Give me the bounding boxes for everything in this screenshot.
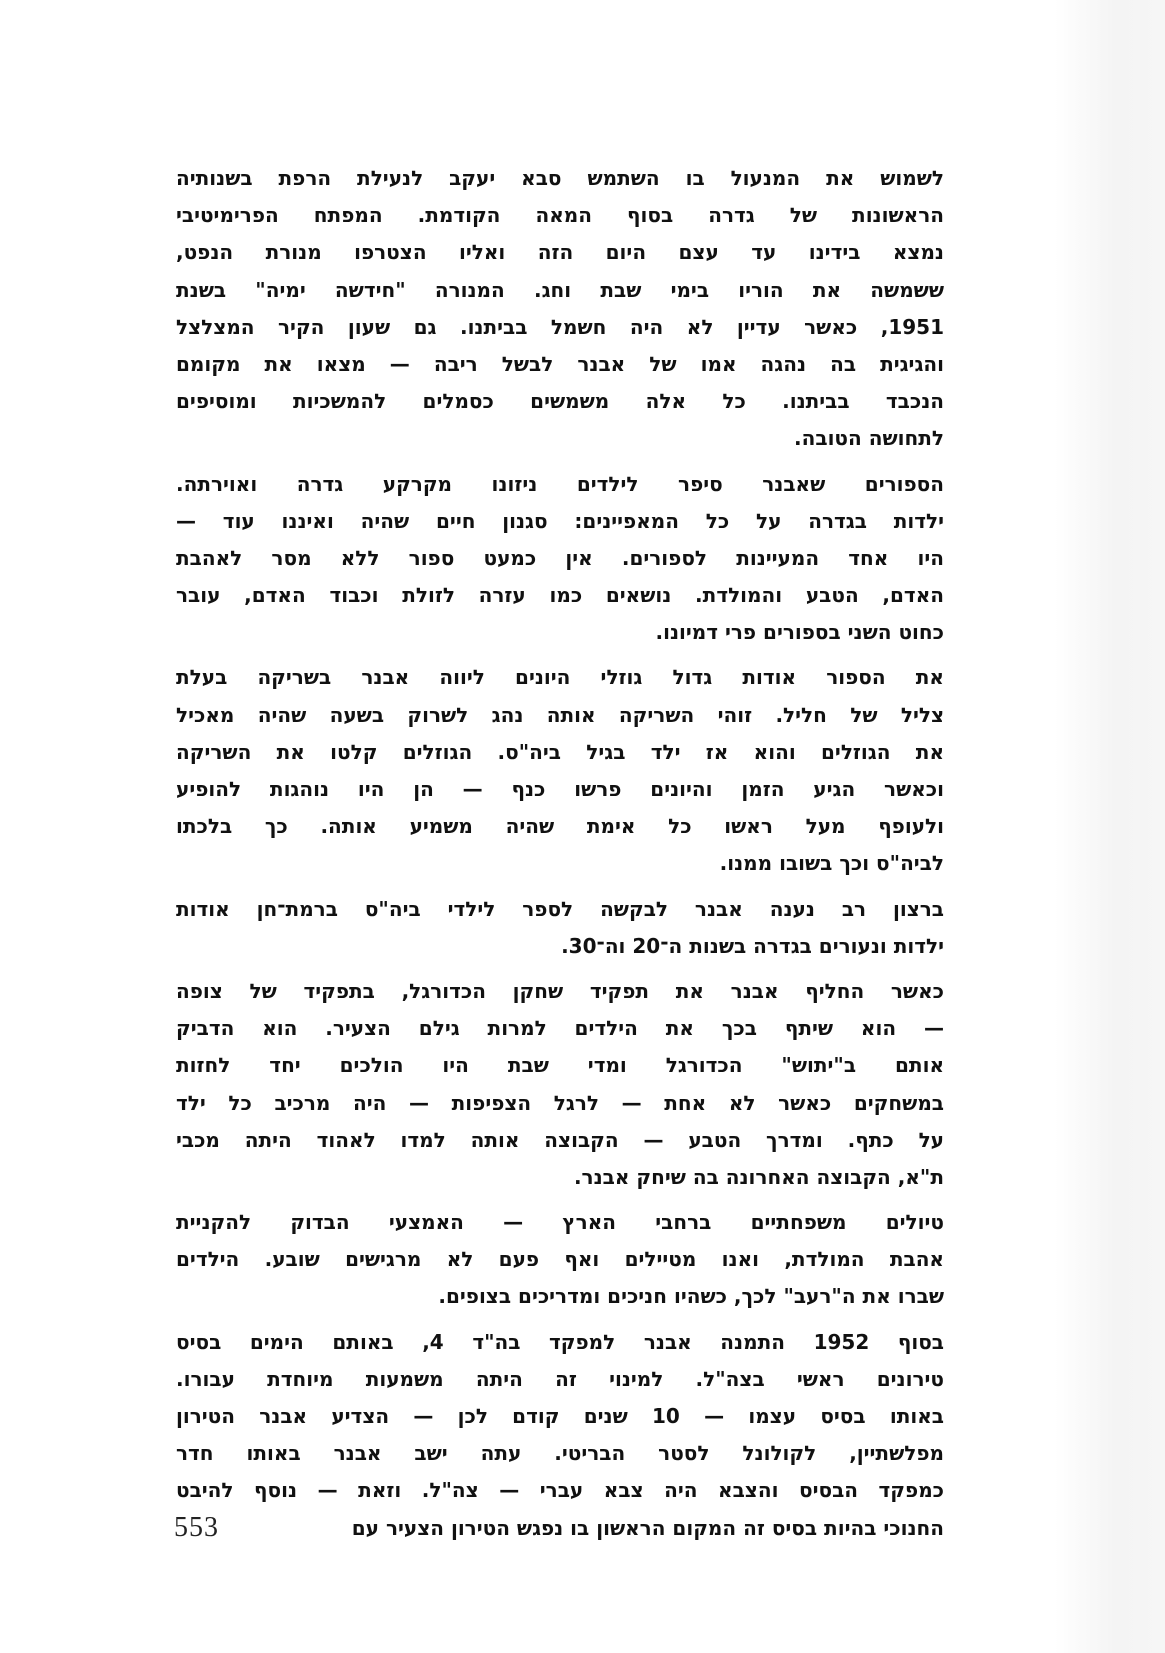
text-line: הספורים שאבנר סיפר לילדים ניזונו מקרקע גדרה ואוירתה. <box>176 471 944 496</box>
text-line: ששמשה את הוריו בימי שבת וחג. המנורה "חידשה ימיה" בשנת <box>176 277 944 302</box>
text-line: טירונים ראשי בצה"ל. למינוי זה היתה משמעות מיוחדת עבורו. <box>176 1366 944 1391</box>
page-edge-shadow <box>1055 0 1165 1653</box>
paragraph-gap <box>176 965 944 973</box>
text-line: לביה"ס וכך בשובו ממנו. <box>719 851 944 876</box>
paragraph-gap <box>176 458 944 466</box>
text-line: מפלשתיין, לקולונל לסטר הבריטי. עתה ישב אבנר באותו חדר <box>176 1441 944 1466</box>
paragraph-gap <box>176 651 944 659</box>
text-line: נמצא בידינו עד עצם היום הזה ואליו הצטרפו מנורת הנפט, <box>176 240 944 265</box>
text-line: בסוף 1952 התמנה אבנר למפקד בה"ד 4, באותם הימים בסיס <box>176 1329 944 1354</box>
text-line: היו אחד המעיינות לספורים. אין כמעט ספור ללא מסר לאהבת <box>176 545 944 570</box>
text-line: צליל של חליל. זוהי השריקה אותה נהג לשרוק בשעה שהיה מאכיל <box>176 702 944 727</box>
text-line: והגיגית בה נהגה אמו של אבנר לבשל ריבה — מצאו את מקומם <box>176 351 944 376</box>
text-line: ת"א, הקבוצה האחרונה בה שיחק אבנר. <box>573 1164 944 1189</box>
text-line: החנוכי בהיות בסיס זה המקום הראשון בו נפגש הטירון הצעיר עם <box>351 1515 944 1540</box>
text-line: לשמוש את המנעול בו השתמש סבא יעקב לנעילת הרפת בשנותיה <box>176 166 944 190</box>
text-line: שברו את ה"רעב" לכך, כשהיו חניכים ומדריכים בצופים. <box>438 1284 944 1309</box>
paragraph <box>176 659 944 882</box>
page-number: 553 <box>174 1512 219 1543</box>
text-line: ילדות ונעורים בגדרה בשנות ה־20 וה־30. <box>561 933 944 958</box>
text-line: את הגוזלים והוא אז ילד בגיל ביה"ס. הגוזלים קלטו את השריקה <box>176 739 944 764</box>
paragraph <box>176 891 944 965</box>
text-line: את הספור אודות גדול גוזלי היונים ליווה אבנר בשריקה בעלת <box>176 665 944 690</box>
text-line: טיולים משפחתיים ברחבי הארץ — האמצעי הבדוק להקניית <box>176 1210 944 1235</box>
text-line: הנכבד בביתנו. כל אלה משמשים כסמלים להמשכיות ומוסיפים <box>176 389 944 414</box>
text-line: לתחושה הטובה. <box>794 426 944 451</box>
paragraph <box>176 160 944 458</box>
paragraph <box>176 466 944 652</box>
paragraph <box>176 973 944 1196</box>
text-line: האדם, הטבע והמולדת. נושאים כמו עזרה לזולת וכבוד האדם, עובר <box>176 583 944 608</box>
body-text <box>176 160 944 1547</box>
text-line: כחוט השני בספורים פרי דמיונו. <box>655 620 944 645</box>
text-line: 1951, כאשר עדיין לא היה חשמל בביתנו. גם שעון הקיר המצלצל <box>176 314 944 339</box>
text-line: ילדות בגדרה על כל המאפיינים: סגנון חיים שהיה ואיננו עוד — <box>176 508 944 533</box>
paragraph-gap <box>176 1196 944 1204</box>
text-line: הראשונות של גדרה בסוף המאה הקודמת. המפתח הפרימיטיבי <box>176 203 944 228</box>
paragraph-gap <box>176 883 944 891</box>
text-line: אהבת המולדת, ואנו מטיילים ואף פעם לא מרגישים שובע. הילדים <box>176 1247 944 1272</box>
text-line: כמפקד הבסיס והצבא היה צבא עברי — צה"ל. וזאת — נוסף להיבט <box>176 1478 944 1503</box>
paragraph <box>176 1324 944 1547</box>
text-line: במשחקים כאשר לא אחת — לרגל הצפיפות — היה מרכיב כל ילד <box>176 1090 944 1115</box>
text-line: ולעופף מעל ראשו כל אימת שהיה משמיע אותה. כך בלכתו <box>176 814 944 839</box>
text-line: וכאשר הגיע הזמן והיונים פרשו כנף — הן היו נוהגות להופיע <box>176 777 944 801</box>
paragraph-gap <box>176 1316 944 1324</box>
text-line: ברצון רב נענה אבנר לבקשה לספר לילדי ביה"ס ברמת־חן אודות <box>176 896 944 921</box>
text-line: כאשר החליף אבנר את תפקיד שחקן הכדורגל, בתפקיד של צופה <box>176 978 944 1003</box>
text-line: אותם ב"יתוש" הכדורגל ומדי שבת היו הולכים יחד לחזות <box>176 1053 944 1078</box>
text-line: באותו בסיס עצמו — 10 שנים קודם לכן — הצדיע אבנר הטירון <box>176 1404 944 1428</box>
paragraph <box>176 1204 944 1316</box>
text-line: — הוא שיתף בכך את הילדים למרות גילם הצעיר. הוא הדביק <box>176 1016 944 1041</box>
text-line: על כתף. ומדרך הטבע — הקבוצה אותה למדו לאהוד היתה מכבי <box>176 1127 944 1152</box>
